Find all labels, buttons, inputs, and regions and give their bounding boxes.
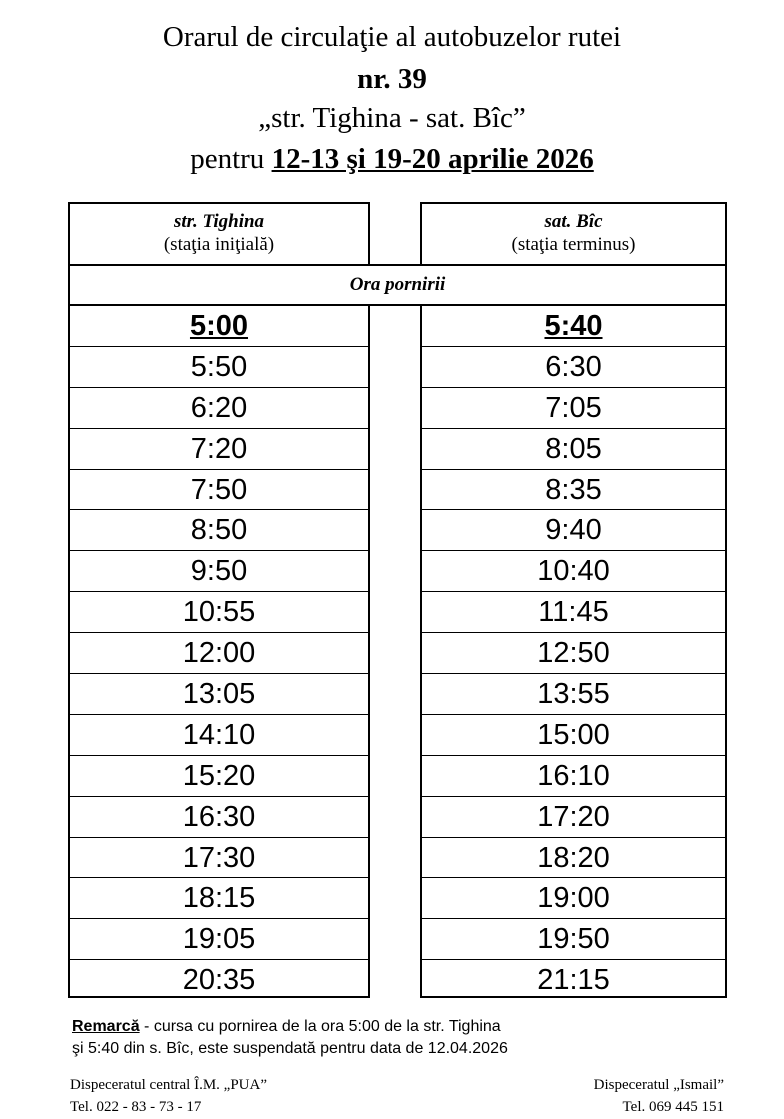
left-time-row: 19:05 [70,919,368,960]
right-column-header [422,204,725,266]
title-line-1: Orarul de circulaţie al autobuzelor rutei [162,21,622,53]
left-time-row: 13:05 [70,674,368,715]
route-number: nr. 39 [357,63,427,95]
schedule-dates: 12-13 şi 19-20 aprilie 2026 [271,143,594,175]
right-time-row: 19:50 [422,919,725,960]
right-time-row: 16:10 [422,756,725,797]
left-time-row: 14:10 [70,715,368,756]
right-stop-type: (staţia terminus) [511,234,636,255]
left-column-header [70,204,368,266]
right-time-row: 8:05 [422,429,725,470]
footer-left [70,1074,267,1118]
right-time-row: 17:20 [422,797,725,838]
footer-right-tel: Tel. 069 445 151 [622,1099,724,1115]
right-time-row: 10:40 [422,551,725,592]
left-column [68,202,370,998]
left-time-row: 17:30 [70,838,368,879]
dates-prefix: pentru [190,143,272,175]
right-times-list [422,306,725,996]
right-column [420,202,727,998]
right-time-row: 12:50 [422,633,725,674]
right-stop-name: sat. Bîc [544,211,603,232]
right-time-row: 18:20 [422,838,725,879]
footer-left-tel: Tel. 022 - 83 - 73 - 17 [70,1099,202,1115]
right-time-row: 19:00 [422,878,725,919]
footer-right [594,1074,724,1118]
left-stop-name: str. Tighina [173,211,265,232]
right-time-row: 9:40 [422,510,725,551]
remark-text-2: şi 5:40 din s. Bîc, este suspendată pentru data de 12.04.2026 [72,1040,508,1057]
left-time-row: 18:15 [70,878,368,919]
footer-left-name: Dispeceratul central Î.M. „PUA” [70,1077,268,1093]
left-time-row: 8:50 [70,510,368,551]
right-time-row: 15:00 [422,715,725,756]
right-time-row: 6:30 [422,347,725,388]
left-time-row: 9:50 [70,551,368,592]
left-time-row: 12:00 [70,633,368,674]
left-times-list [70,306,368,996]
departure-time-label: Ora pornirii [68,264,727,306]
left-time-row: 6:20 [70,388,368,429]
left-time-row: 7:20 [70,429,368,470]
right-time-row: 11:45 [422,592,725,633]
left-time-row: 5:00 [70,306,368,347]
left-time-row: 5:50 [70,347,368,388]
right-time-row: 5:40 [422,306,725,347]
right-time-row: 13:55 [422,674,725,715]
route-name: „str. Tighina - sat. Bîc” [258,102,526,134]
schedule-dates-line [0,141,784,177]
remark-label: Remarcă [72,1018,140,1035]
right-time-row: 7:05 [422,388,725,429]
left-time-row: 16:30 [70,797,368,838]
left-stop-type: (staţia iniţială) [163,234,275,255]
remark [72,1016,712,1060]
left-time-row: 7:50 [70,470,368,511]
right-time-row: 8:35 [422,470,725,511]
left-time-row: 10:55 [70,592,368,633]
remark-text-1: - cursa cu pornirea de la ora 5:00 de la str. Tighina [139,1018,501,1035]
left-time-row: 20:35 [182,964,256,997]
right-time-row: 21:15 [537,964,610,997]
left-time-row: 15:20 [70,756,368,797]
footer-right-name: Dispeceratul „Ismail” [593,1077,724,1093]
